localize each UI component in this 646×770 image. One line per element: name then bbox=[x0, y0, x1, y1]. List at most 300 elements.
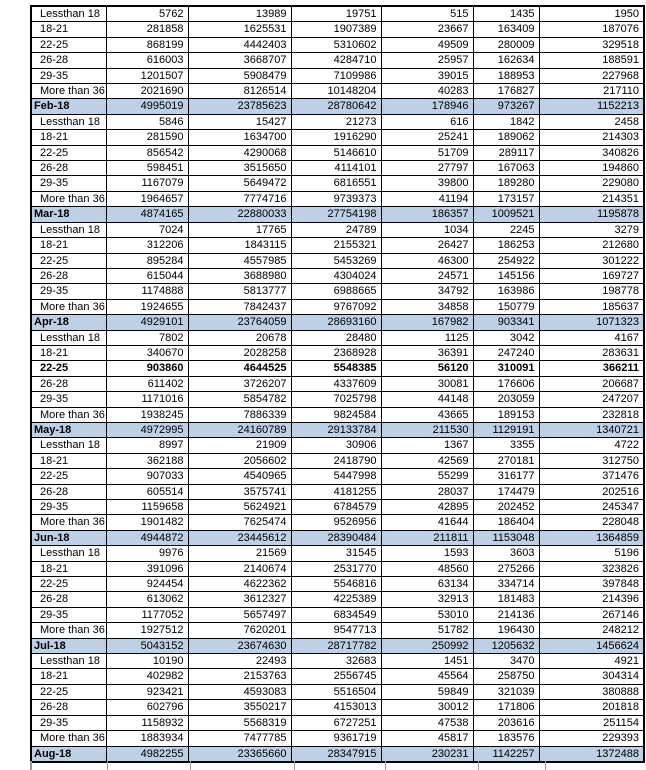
age-group-row bbox=[31, 376, 644, 391]
value-cell: 44148 bbox=[381, 392, 473, 407]
value-cell: 7774716 bbox=[188, 191, 291, 206]
value-cell: 1924655 bbox=[106, 299, 188, 314]
value-cell: 391096 bbox=[106, 561, 188, 576]
value-cell: 214351 bbox=[539, 191, 644, 206]
age-group-row bbox=[31, 22, 644, 37]
value-cell: 4290068 bbox=[188, 145, 291, 160]
value-cell: 31545 bbox=[291, 546, 381, 561]
value-cell: 10148204 bbox=[291, 84, 381, 99]
value-cell: 1593 bbox=[381, 546, 473, 561]
value-cell: 9526956 bbox=[291, 515, 381, 530]
value-cell: 397848 bbox=[539, 577, 644, 592]
age-group-row bbox=[31, 438, 644, 453]
value-cell: 30012 bbox=[381, 700, 473, 715]
value-cell: 9739373 bbox=[291, 191, 381, 206]
value-cell: 4337609 bbox=[291, 376, 381, 391]
age-group-row bbox=[31, 623, 644, 638]
value-cell: 183576 bbox=[473, 731, 539, 746]
value-cell: 3575741 bbox=[188, 484, 291, 499]
row-label-cell: 26-28 bbox=[31, 268, 106, 283]
value-cell: 34858 bbox=[381, 299, 473, 314]
value-cell: 3355 bbox=[473, 438, 539, 453]
value-cell: 1950 bbox=[539, 6, 644, 22]
value-cell: 5548385 bbox=[291, 361, 381, 376]
row-label-cell: 29-35 bbox=[31, 176, 106, 191]
value-cell: 4225389 bbox=[291, 592, 381, 607]
value-cell: 189153 bbox=[473, 407, 539, 422]
age-by-month-data-table bbox=[30, 5, 645, 763]
value-cell: 362188 bbox=[106, 453, 188, 468]
value-cell: 5043152 bbox=[106, 638, 188, 653]
value-cell: 1367 bbox=[381, 438, 473, 453]
value-cell: 25241 bbox=[381, 130, 473, 145]
value-cell: 3550217 bbox=[188, 700, 291, 715]
value-cell: 6727251 bbox=[291, 715, 381, 730]
value-cell: 5310602 bbox=[291, 37, 381, 52]
value-cell: 171806 bbox=[473, 700, 539, 715]
age-group-row bbox=[31, 37, 644, 52]
value-cell: 5196 bbox=[539, 546, 644, 561]
age-group-row bbox=[31, 84, 644, 99]
age-group-row bbox=[31, 299, 644, 314]
age-group-row bbox=[31, 392, 644, 407]
value-cell: 3515650 bbox=[188, 161, 291, 176]
value-cell: 41194 bbox=[381, 191, 473, 206]
month-total-row bbox=[31, 530, 644, 545]
row-label-cell: Lessthan 18 bbox=[31, 654, 106, 669]
value-cell: 4921 bbox=[539, 654, 644, 669]
value-cell: 45817 bbox=[381, 731, 473, 746]
value-cell: 4972995 bbox=[106, 422, 188, 437]
row-label-cell: 26-28 bbox=[31, 484, 106, 499]
age-group-row bbox=[31, 684, 644, 699]
age-group-row bbox=[31, 145, 644, 160]
value-cell: 868199 bbox=[106, 37, 188, 52]
value-cell: 1456624 bbox=[539, 638, 644, 653]
age-group-row bbox=[31, 238, 644, 253]
age-group-row bbox=[31, 176, 644, 191]
value-cell: 1174888 bbox=[106, 284, 188, 299]
stub-cell bbox=[191, 761, 295, 770]
row-label-cell: 18-21 bbox=[31, 561, 106, 576]
value-cell: 289117 bbox=[473, 145, 539, 160]
row-label-cell: May-18 bbox=[31, 422, 106, 437]
value-cell: 5624921 bbox=[188, 500, 291, 515]
value-cell: 228048 bbox=[539, 515, 644, 530]
value-cell: 605514 bbox=[106, 484, 188, 499]
value-cell: 32913 bbox=[381, 592, 473, 607]
row-label-cell: 22-25 bbox=[31, 469, 106, 484]
value-cell: 1916290 bbox=[291, 130, 381, 145]
value-cell: 10190 bbox=[106, 654, 188, 669]
value-cell: 5453269 bbox=[291, 253, 381, 268]
value-cell: 1927512 bbox=[106, 623, 188, 638]
value-cell: 186253 bbox=[473, 238, 539, 253]
value-cell: 202516 bbox=[539, 484, 644, 499]
row-label-cell: Apr-18 bbox=[31, 315, 106, 330]
value-cell: 247207 bbox=[539, 392, 644, 407]
value-cell: 1372488 bbox=[539, 746, 644, 762]
value-cell: 145156 bbox=[473, 268, 539, 283]
value-cell: 340670 bbox=[106, 345, 188, 360]
row-label-cell: Lessthan 18 bbox=[31, 438, 106, 453]
value-cell: 3603 bbox=[473, 546, 539, 561]
value-cell: 903341 bbox=[473, 315, 539, 330]
value-cell: 51782 bbox=[381, 623, 473, 638]
value-cell: 973267 bbox=[473, 99, 539, 114]
value-cell: 1842 bbox=[473, 114, 539, 129]
value-cell: 173157 bbox=[473, 191, 539, 206]
value-cell: 1964657 bbox=[106, 191, 188, 206]
value-cell: 1158932 bbox=[106, 715, 188, 730]
value-cell: 30906 bbox=[291, 438, 381, 453]
value-cell: 323826 bbox=[539, 561, 644, 576]
row-label-cell: Lessthan 18 bbox=[31, 330, 106, 345]
value-cell: 28390484 bbox=[291, 530, 381, 545]
value-cell: 7842437 bbox=[188, 299, 291, 314]
value-cell: 2245 bbox=[473, 222, 539, 237]
value-cell: 39015 bbox=[381, 68, 473, 83]
value-cell: 895284 bbox=[106, 253, 188, 268]
row-label-cell: More than 36 bbox=[31, 299, 106, 314]
value-cell: 304314 bbox=[539, 669, 644, 684]
row-label-cell: Mar-18 bbox=[31, 207, 106, 222]
cutoff-next-row bbox=[30, 761, 646, 770]
age-group-row bbox=[31, 268, 644, 283]
value-cell: 63134 bbox=[381, 577, 473, 592]
row-label-cell: 22-25 bbox=[31, 577, 106, 592]
value-cell: 232818 bbox=[539, 407, 644, 422]
value-cell: 23785623 bbox=[188, 99, 291, 114]
value-cell: 245347 bbox=[539, 500, 644, 515]
value-cell: 55299 bbox=[381, 469, 473, 484]
value-cell: 23445612 bbox=[188, 530, 291, 545]
row-label-cell: Lessthan 18 bbox=[31, 114, 106, 129]
age-group-row bbox=[31, 361, 644, 376]
month-total-row bbox=[31, 99, 644, 114]
row-label-cell: Lessthan 18 bbox=[31, 222, 106, 237]
value-cell: 198778 bbox=[539, 284, 644, 299]
value-cell: 4540965 bbox=[188, 469, 291, 484]
value-cell: 176606 bbox=[473, 376, 539, 391]
value-cell: 24789 bbox=[291, 222, 381, 237]
value-cell: 2056602 bbox=[188, 453, 291, 468]
value-cell: 186404 bbox=[473, 515, 539, 530]
value-cell: 281590 bbox=[106, 130, 188, 145]
stub-cell bbox=[479, 761, 546, 770]
value-cell: 26427 bbox=[381, 238, 473, 253]
value-cell: 6816551 bbox=[291, 176, 381, 191]
value-cell: 254922 bbox=[473, 253, 539, 268]
row-label-cell: More than 36 bbox=[31, 191, 106, 206]
row-label-cell: 26-28 bbox=[31, 700, 106, 715]
value-cell: 4995019 bbox=[106, 99, 188, 114]
value-cell: 907033 bbox=[106, 469, 188, 484]
value-cell: 5657497 bbox=[188, 607, 291, 622]
value-cell: 340826 bbox=[539, 145, 644, 160]
value-cell: 41644 bbox=[381, 515, 473, 530]
value-cell: 28480 bbox=[291, 330, 381, 345]
value-cell: 23365660 bbox=[188, 746, 291, 762]
value-cell: 1071323 bbox=[539, 315, 644, 330]
value-cell: 21569 bbox=[188, 546, 291, 561]
value-cell: 28780642 bbox=[291, 99, 381, 114]
value-cell: 310091 bbox=[473, 361, 539, 376]
value-cell: 163409 bbox=[473, 22, 539, 37]
value-cell: 167982 bbox=[381, 315, 473, 330]
row-label-cell: 22-25 bbox=[31, 145, 106, 160]
value-cell: 270181 bbox=[473, 453, 539, 468]
value-cell: 2556745 bbox=[291, 669, 381, 684]
month-total-row bbox=[31, 638, 644, 653]
age-group-row bbox=[31, 453, 644, 468]
value-cell: 22493 bbox=[188, 654, 291, 669]
value-cell: 49509 bbox=[381, 37, 473, 52]
value-cell: 4874165 bbox=[106, 207, 188, 222]
value-cell: 28037 bbox=[381, 484, 473, 499]
value-cell: 5762 bbox=[106, 6, 188, 22]
value-cell: 56120 bbox=[381, 361, 473, 376]
value-cell: 4284710 bbox=[291, 53, 381, 68]
value-cell: 176827 bbox=[473, 84, 539, 99]
value-cell: 248212 bbox=[539, 623, 644, 638]
value-cell: 163986 bbox=[473, 284, 539, 299]
value-cell: 22880033 bbox=[188, 207, 291, 222]
value-cell: 23764059 bbox=[188, 315, 291, 330]
value-cell: 9976 bbox=[106, 546, 188, 561]
value-cell: 329518 bbox=[539, 37, 644, 52]
value-cell: 1034 bbox=[381, 222, 473, 237]
value-cell: 229080 bbox=[539, 176, 644, 191]
row-label-cell: 29-35 bbox=[31, 284, 106, 299]
value-cell: 21273 bbox=[291, 114, 381, 129]
value-cell: 7109986 bbox=[291, 68, 381, 83]
value-cell: 1205632 bbox=[473, 638, 539, 653]
value-cell: 2021690 bbox=[106, 84, 188, 99]
row-label-cell: 18-21 bbox=[31, 345, 106, 360]
value-cell: 2153763 bbox=[188, 669, 291, 684]
value-cell: 1152213 bbox=[539, 99, 644, 114]
value-cell: 312750 bbox=[539, 453, 644, 468]
value-cell: 188591 bbox=[539, 53, 644, 68]
value-cell: 6988665 bbox=[291, 284, 381, 299]
row-label-cell: 18-21 bbox=[31, 130, 106, 145]
value-cell: 169727 bbox=[539, 268, 644, 283]
row-label-cell: 29-35 bbox=[31, 607, 106, 622]
age-group-row bbox=[31, 284, 644, 299]
value-cell: 267146 bbox=[539, 607, 644, 622]
value-cell: 5516504 bbox=[291, 684, 381, 699]
value-cell: 27797 bbox=[381, 161, 473, 176]
value-cell: 5649472 bbox=[188, 176, 291, 191]
value-cell: 8997 bbox=[106, 438, 188, 453]
value-cell: 611402 bbox=[106, 376, 188, 391]
row-label-cell: Lessthan 18 bbox=[31, 546, 106, 561]
value-cell: 280009 bbox=[473, 37, 539, 52]
age-group-row bbox=[31, 469, 644, 484]
value-cell: 312206 bbox=[106, 238, 188, 253]
value-cell: 316177 bbox=[473, 469, 539, 484]
value-cell: 2155321 bbox=[291, 238, 381, 253]
value-cell: 45564 bbox=[381, 669, 473, 684]
age-group-row bbox=[31, 68, 644, 83]
value-cell: 39800 bbox=[381, 176, 473, 191]
value-cell: 2140674 bbox=[188, 561, 291, 576]
stub-cell bbox=[30, 761, 108, 770]
value-cell: 5447998 bbox=[291, 469, 381, 484]
row-label-cell: 18-21 bbox=[31, 238, 106, 253]
value-cell: 4442403 bbox=[188, 37, 291, 52]
value-cell: 187076 bbox=[539, 22, 644, 37]
value-cell: 4153013 bbox=[291, 700, 381, 715]
value-cell: 4929101 bbox=[106, 315, 188, 330]
value-cell: 185637 bbox=[539, 299, 644, 314]
value-cell: 258750 bbox=[473, 669, 539, 684]
value-cell: 229393 bbox=[539, 731, 644, 746]
age-group-row bbox=[31, 484, 644, 499]
row-label-cell: 29-35 bbox=[31, 500, 106, 515]
value-cell: 3042 bbox=[473, 330, 539, 345]
value-cell: 20678 bbox=[188, 330, 291, 345]
row-label-cell: Feb-18 bbox=[31, 99, 106, 114]
value-cell: 616 bbox=[381, 114, 473, 129]
value-cell: 6784579 bbox=[291, 500, 381, 515]
row-label-cell: 22-25 bbox=[31, 361, 106, 376]
value-cell: 1340721 bbox=[539, 422, 644, 437]
value-cell: 181483 bbox=[473, 592, 539, 607]
value-cell: 5908479 bbox=[188, 68, 291, 83]
row-label-cell: 29-35 bbox=[31, 68, 106, 83]
age-group-row bbox=[31, 330, 644, 345]
value-cell: 1883934 bbox=[106, 731, 188, 746]
value-cell: 19751 bbox=[291, 6, 381, 22]
value-cell: 186357 bbox=[381, 207, 473, 222]
value-cell: 2368928 bbox=[291, 345, 381, 360]
value-cell: 380888 bbox=[539, 684, 644, 699]
value-cell: 7025798 bbox=[291, 392, 381, 407]
value-cell: 28347915 bbox=[291, 746, 381, 762]
age-group-row bbox=[31, 114, 644, 129]
value-cell: 189280 bbox=[473, 176, 539, 191]
value-cell: 1159658 bbox=[106, 500, 188, 515]
value-cell: 275266 bbox=[473, 561, 539, 576]
value-cell: 29133784 bbox=[291, 422, 381, 437]
value-cell: 1843115 bbox=[188, 238, 291, 253]
value-cell: 1171016 bbox=[106, 392, 188, 407]
value-cell: 212680 bbox=[539, 238, 644, 253]
row-label-cell: 18-21 bbox=[31, 669, 106, 684]
row-label-cell: More than 36 bbox=[31, 407, 106, 422]
value-cell: 924454 bbox=[106, 577, 188, 592]
age-group-row bbox=[31, 6, 644, 22]
value-cell: 4722 bbox=[539, 438, 644, 453]
value-cell: 42895 bbox=[381, 500, 473, 515]
spreadsheet-area bbox=[30, 5, 645, 763]
value-cell: 3470 bbox=[473, 654, 539, 669]
row-label-cell: Jul-18 bbox=[31, 638, 106, 653]
value-cell: 6834549 bbox=[291, 607, 381, 622]
value-cell: 3279 bbox=[539, 222, 644, 237]
age-group-row bbox=[31, 191, 644, 206]
value-cell: 23667 bbox=[381, 22, 473, 37]
value-cell: 1129191 bbox=[473, 422, 539, 437]
value-cell: 2458 bbox=[539, 114, 644, 129]
value-cell: 1435 bbox=[473, 6, 539, 22]
stub-cell bbox=[386, 761, 479, 770]
value-cell: 178946 bbox=[381, 99, 473, 114]
age-group-row bbox=[31, 561, 644, 576]
value-cell: 3726207 bbox=[188, 376, 291, 391]
age-group-row bbox=[31, 515, 644, 530]
value-cell: 21909 bbox=[188, 438, 291, 453]
value-cell: 903860 bbox=[106, 361, 188, 376]
value-cell: 9824584 bbox=[291, 407, 381, 422]
value-cell: 4622362 bbox=[188, 577, 291, 592]
value-cell: 2418790 bbox=[291, 453, 381, 468]
age-group-row bbox=[31, 669, 644, 684]
row-label-cell: 22-25 bbox=[31, 253, 106, 268]
value-cell: 4557985 bbox=[188, 253, 291, 268]
value-cell: 211530 bbox=[381, 422, 473, 437]
row-label-cell: Jun-18 bbox=[31, 530, 106, 545]
age-group-row bbox=[31, 407, 644, 422]
value-cell: 202452 bbox=[473, 500, 539, 515]
month-total-row bbox=[31, 315, 644, 330]
value-cell: 162634 bbox=[473, 53, 539, 68]
age-group-row bbox=[31, 253, 644, 268]
value-cell: 4181255 bbox=[291, 484, 381, 499]
value-cell: 8126514 bbox=[188, 84, 291, 99]
value-cell: 167063 bbox=[473, 161, 539, 176]
row-label-cell: 26-28 bbox=[31, 161, 106, 176]
value-cell: 4114101 bbox=[291, 161, 381, 176]
value-cell: 283631 bbox=[539, 345, 644, 360]
value-cell: 9767092 bbox=[291, 299, 381, 314]
value-cell: 194860 bbox=[539, 161, 644, 176]
value-cell: 613062 bbox=[106, 592, 188, 607]
row-label-cell: 18-21 bbox=[31, 453, 106, 468]
value-cell: 4593083 bbox=[188, 684, 291, 699]
value-cell: 1634700 bbox=[188, 130, 291, 145]
value-cell: 230231 bbox=[381, 746, 473, 762]
age-group-row bbox=[31, 53, 644, 68]
value-cell: 36391 bbox=[381, 345, 473, 360]
value-cell: 923421 bbox=[106, 684, 188, 699]
row-label-cell: 29-35 bbox=[31, 715, 106, 730]
stub-cell bbox=[546, 761, 646, 770]
row-label-cell: 26-28 bbox=[31, 592, 106, 607]
value-cell: 15427 bbox=[188, 114, 291, 129]
value-cell: 5568319 bbox=[188, 715, 291, 730]
value-cell: 1125 bbox=[381, 330, 473, 345]
month-total-row bbox=[31, 207, 644, 222]
value-cell: 616003 bbox=[106, 53, 188, 68]
value-cell: 321039 bbox=[473, 684, 539, 699]
value-cell: 2531770 bbox=[291, 561, 381, 576]
value-cell: 34792 bbox=[381, 284, 473, 299]
value-cell: 30081 bbox=[381, 376, 473, 391]
value-cell: 211811 bbox=[381, 530, 473, 545]
value-cell: 27754198 bbox=[291, 207, 381, 222]
value-cell: 174479 bbox=[473, 484, 539, 499]
value-cell: 615044 bbox=[106, 268, 188, 283]
value-cell: 1153048 bbox=[473, 530, 539, 545]
age-group-row bbox=[31, 577, 644, 592]
age-group-row bbox=[31, 592, 644, 607]
value-cell: 7477785 bbox=[188, 731, 291, 746]
value-cell: 201818 bbox=[539, 700, 644, 715]
value-cell: 53010 bbox=[381, 607, 473, 622]
